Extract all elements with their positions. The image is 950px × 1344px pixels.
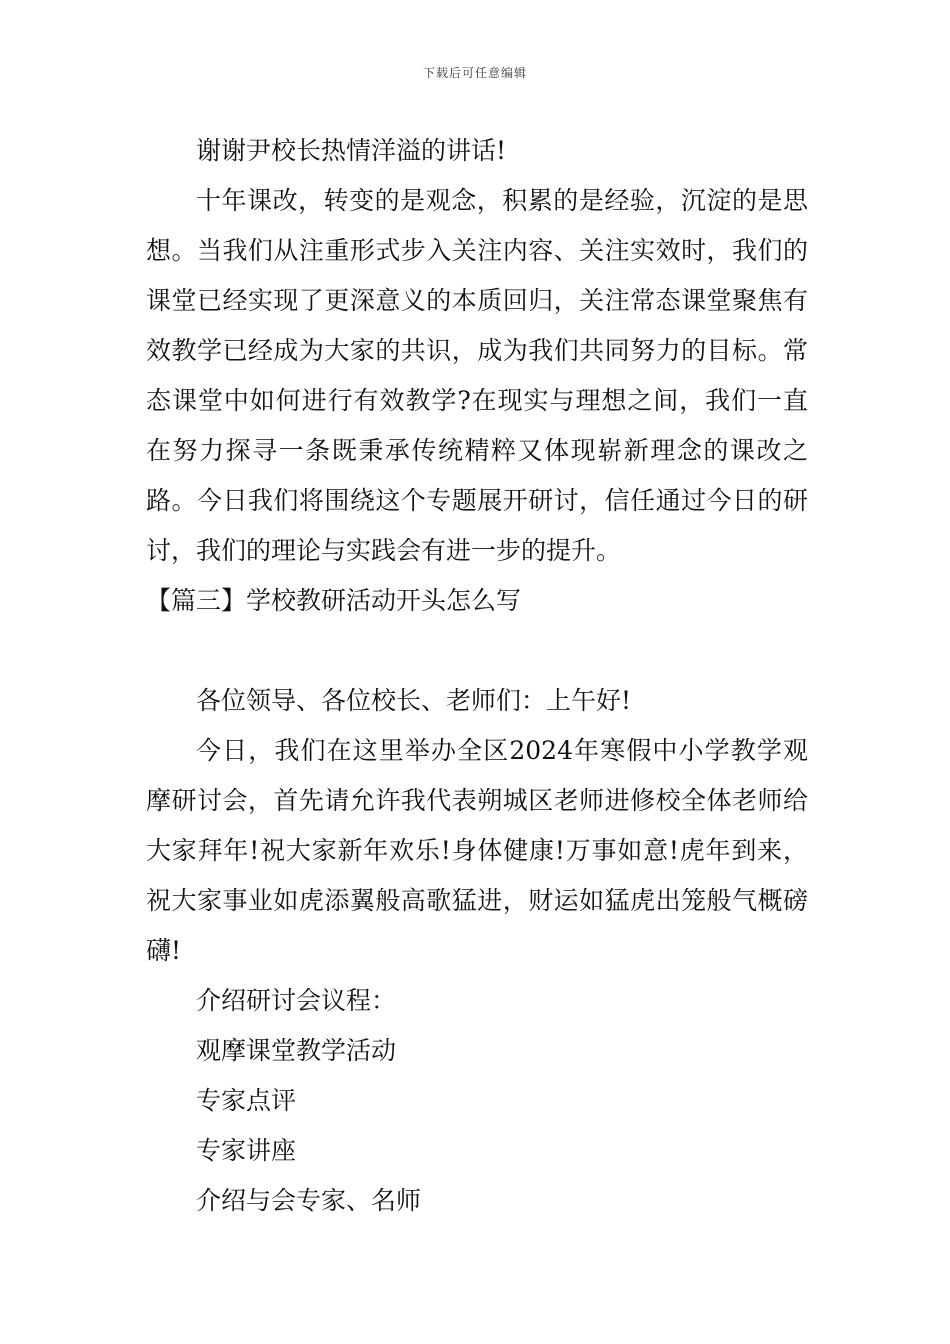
blank-line xyxy=(146,626,808,676)
agenda-item: 专家点评 xyxy=(196,1086,297,1115)
agenda-item: 观摩课堂教学活动 xyxy=(196,1036,397,1065)
section-heading: 【篇三】学校教研活动开头怎么写 xyxy=(146,586,522,615)
page-header: 下载后可任意编辑 xyxy=(422,66,527,80)
paragraph-opening: 今日，我们在这里举办全区2024年寒假中小学教学观摩研讨会，首先请允许我代表朔城区老师进修校全体老师给大家拜年!祝大家新年欢乐!身体健康!万事如意!虎年到来，祝大家事业如虎添翼般高歌猛进，财运如猛虎出笼般气概磅礴! xyxy=(146,736,808,965)
paragraph-reform: 十年课改，转变的是观念，积累的是经验，沉淀的是思想。当我们从注重形式步入关注内容、关注实效时，我们的课堂已经实现了更深意义的本质回归，关注常态课堂聚焦有效教学已经成为大家的共识，成为我们共同努力的目标。常态课堂中如何进行有效教学?在现实与理想之间，我们一直在努力探寻一条既秉承传统精粹又体现崭新理念的课改之路。今日我们将围绕这个专题展开研讨，信任通过今日的研讨，我们的理论与实践会有进一步的提升。 xyxy=(146,186,808,565)
document-body xyxy=(146,126,808,1226)
paragraph-agenda-intro: 介绍研讨会议程： xyxy=(196,986,397,1015)
agenda-item: 介绍与会专家、名师 xyxy=(196,1186,422,1215)
agenda-item: 专家讲座 xyxy=(196,1136,297,1165)
paragraph-thanks: 谢谢尹校长热情洋溢的讲话! xyxy=(196,136,507,165)
paragraph-greeting: 各位领导、各位校长、老师们：上午好! xyxy=(196,686,632,715)
